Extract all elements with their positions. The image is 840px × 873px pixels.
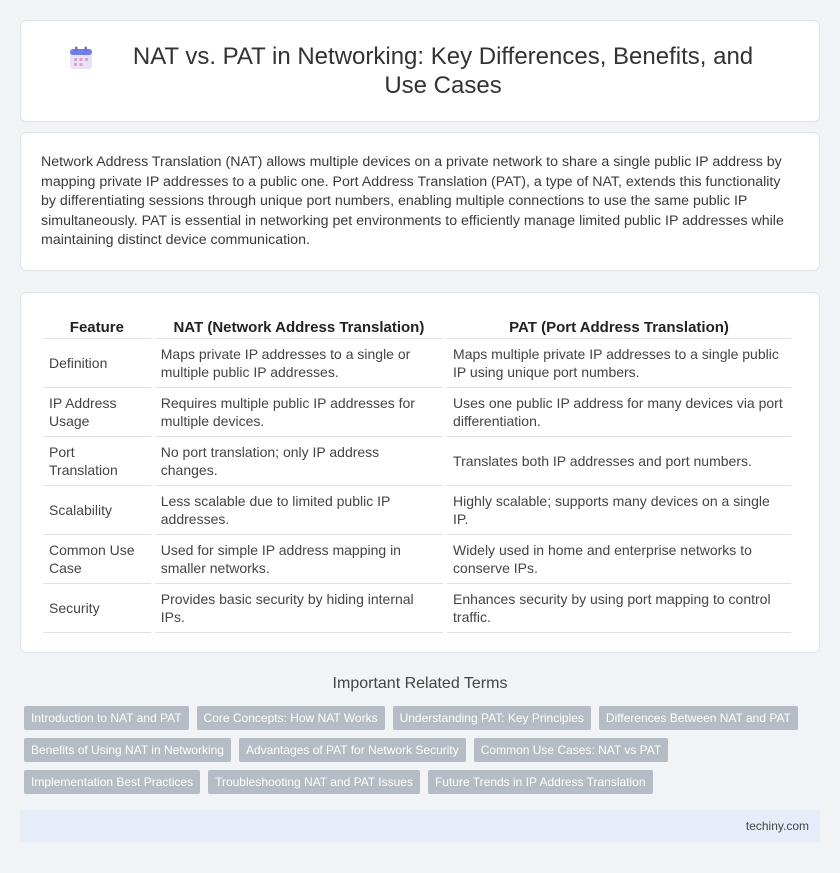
cell-feature: Port Translation xyxy=(43,437,151,486)
header-card xyxy=(20,20,820,122)
related-term-link[interactable]: Introduction to NAT and PAT xyxy=(24,706,189,730)
table-header-row xyxy=(43,313,791,339)
intro-card xyxy=(20,132,820,271)
cell-nat: Provides basic security by hiding internal IPs. xyxy=(155,584,443,633)
title-wrap xyxy=(60,42,780,100)
header-nat: NAT (Network Address Translation) xyxy=(155,313,443,339)
cell-nat: Requires multiple public IP addresses for multiple devices. xyxy=(155,388,443,437)
related-term-link[interactable]: Troubleshooting NAT and PAT Issues xyxy=(208,770,420,794)
cell-pat: Enhances security by using port mapping to control traffic. xyxy=(447,584,791,633)
cell-pat: Translates both IP addresses and port numbers. xyxy=(447,437,791,486)
cell-feature: Scalability xyxy=(43,486,151,535)
table-row xyxy=(43,486,791,535)
cell-pat: Highly scalable; supports many devices on a single IP. xyxy=(447,486,791,535)
header-pat: PAT (Port Address Translation) xyxy=(447,313,791,339)
related-term-link[interactable]: Implementation Best Practices xyxy=(24,770,200,794)
related-term-link[interactable]: Advantages of PAT for Network Security xyxy=(239,738,466,762)
cell-nat: Less scalable due to limited public IP addresses. xyxy=(155,486,443,535)
page-title: NAT vs. PAT in Networking: Key Differences, Benefits, and Use Cases xyxy=(132,43,754,99)
comparison-card xyxy=(20,292,820,653)
tag-row xyxy=(24,706,824,730)
related-term-link[interactable]: Future Trends in IP Address Translation xyxy=(428,770,653,794)
footer-site[interactable]: techiny.com xyxy=(745,819,809,833)
cell-nat: Maps private IP addresses to a single or multiple public IP addresses. xyxy=(155,339,443,388)
cell-pat: Widely used in home and enterprise networks to conserve IPs. xyxy=(447,535,791,584)
related-term-link[interactable]: Understanding PAT: Key Principles xyxy=(393,706,591,730)
related-term-link[interactable]: Core Concepts: How NAT Works xyxy=(197,706,385,730)
table-row xyxy=(43,535,791,584)
table-row xyxy=(43,584,791,633)
table-row xyxy=(43,339,791,388)
related-term-link[interactable]: Common Use Cases: NAT vs PAT xyxy=(474,738,669,762)
footer xyxy=(20,810,820,842)
cell-pat: Uses one public IP address for many devices via port differentiation. xyxy=(447,388,791,437)
related-term-link[interactable]: Differences Between NAT and PAT xyxy=(599,706,798,730)
cell-pat: Maps multiple private IP addresses to a single public IP using unique port numbers. xyxy=(447,339,791,388)
cell-feature: Definition xyxy=(43,339,151,388)
comparison-table xyxy=(39,313,795,633)
table-row xyxy=(43,388,791,437)
calendar-icon xyxy=(67,44,95,72)
cell-feature: Security xyxy=(43,584,151,633)
cell-nat: No port translation; only IP address changes. xyxy=(155,437,443,486)
related-terms-list xyxy=(24,706,824,802)
cell-feature: Common Use Case xyxy=(43,535,151,584)
related-terms-title: Important Related Terms xyxy=(332,675,508,692)
tag-row xyxy=(24,738,824,762)
cell-feature: IP Address Usage xyxy=(43,388,151,437)
related-term-link[interactable]: Benefits of Using NAT in Networking xyxy=(24,738,231,762)
intro-text: Network Address Translation (NAT) allows multiple devices on a private network to share a single public IP address by mapping private IP addresses to a public one. Port Address Translation (PAT), a type of NAT, extends this functionality by differentiating sessions through unique port numbers, enabling multiple connections to use the same public IP simultaneously. PAT is essential in networking pet environments to efficiently manage limited public IP addresses while maintaining distinct device communication. xyxy=(41,154,784,248)
header-feature: Feature xyxy=(43,313,151,339)
tag-row xyxy=(24,770,824,794)
cell-nat: Used for simple IP address mapping in smaller networks. xyxy=(155,535,443,584)
table-row xyxy=(43,437,791,486)
